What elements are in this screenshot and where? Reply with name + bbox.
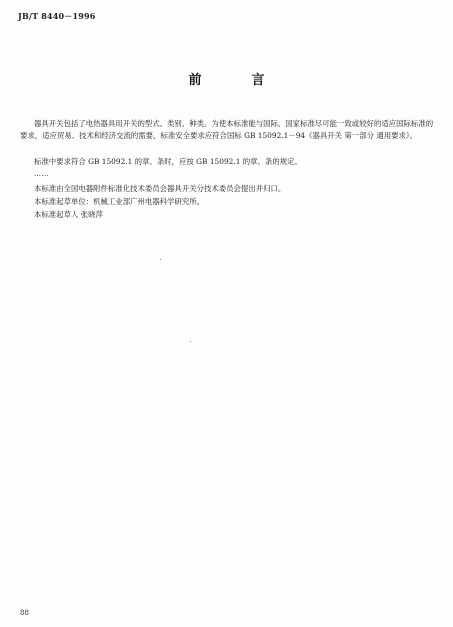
standard-number: JB/T 8440－1996 bbox=[18, 11, 96, 21]
foreword-paragraph-3: 本标准由全国电器附件标准化技术委员会器具开关分技术委员会提出并归口。 bbox=[34, 184, 286, 193]
drafting-person: 本标准起草人 张晓萍 bbox=[34, 210, 103, 219]
foreword-paragraph-2: 标准中要求符合 GB 15092.1 的章、条时，应按 GB 15092.1 的章、条的规定。 bbox=[34, 157, 302, 166]
scan-speckle bbox=[190, 341, 191, 342]
foreword-paragraph-1: 器具开关包括了电热器具用开关的型式、类别、种类。为使本标准能与国际、国家标准尽可能一致或较好的适应国际标准的要求，适应贸易、技术和经济交流的需要，标准安全要求应符合国标 GB 15092.1－94《器具开关 第一部分 通用要求》。 bbox=[20, 119, 434, 140]
page-title: 前言 bbox=[188, 73, 315, 88]
omission-ellipsis: …… bbox=[34, 170, 49, 178]
drafting-unit: 本标准起草单位：机械工业部广州电器科学研究所。 bbox=[34, 197, 204, 206]
scan-speckle bbox=[160, 259, 161, 260]
page-number: 88 bbox=[20, 609, 29, 617]
